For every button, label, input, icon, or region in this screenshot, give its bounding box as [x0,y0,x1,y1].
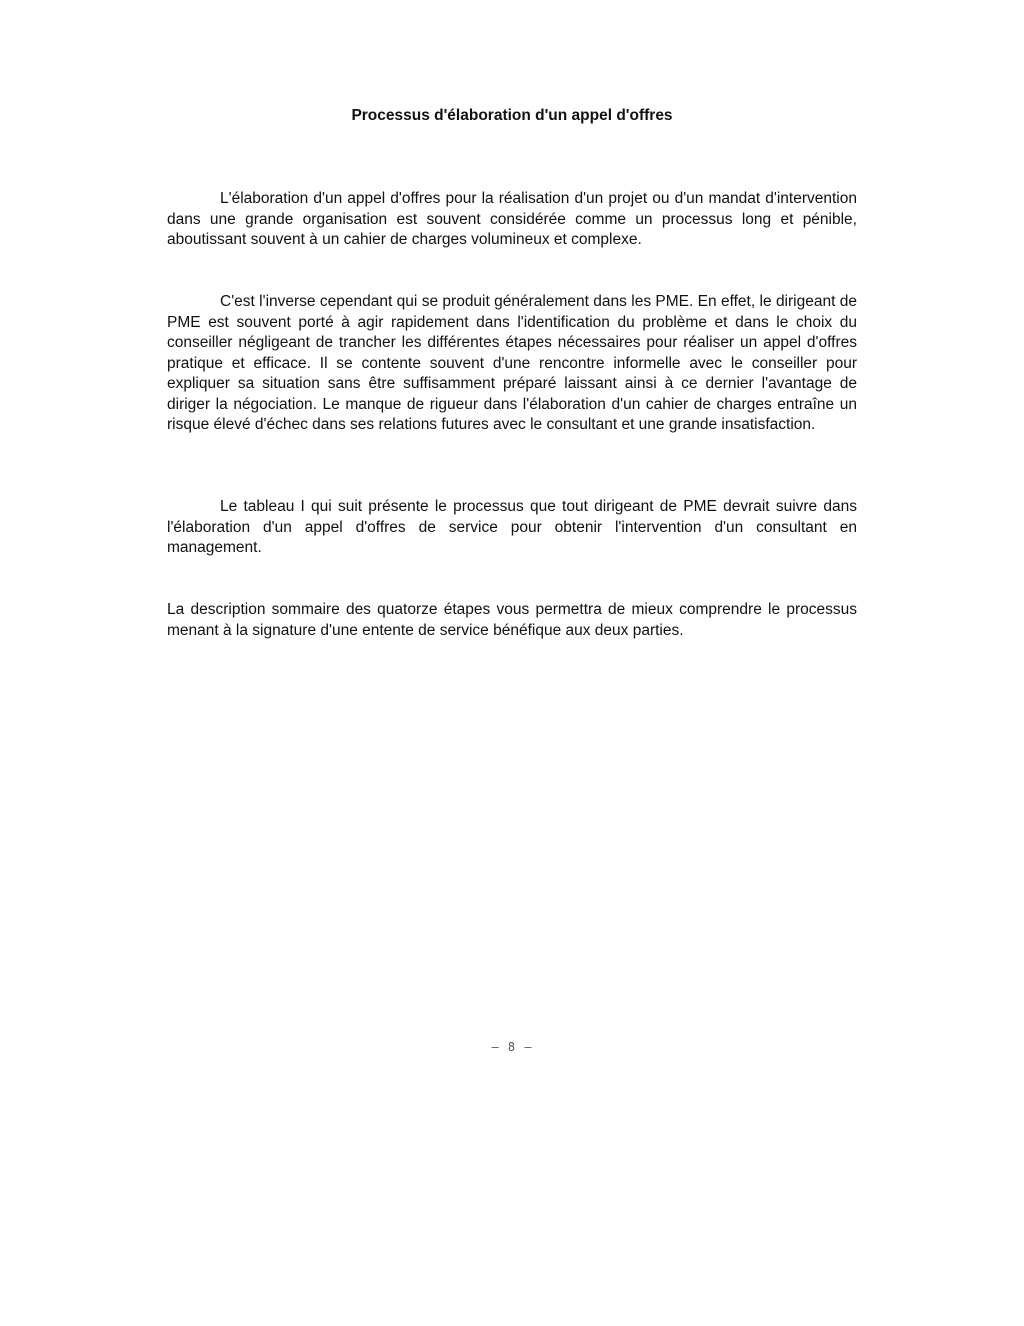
paragraph-tableau: Le tableau I qui suit présente le processus que tout dirigeant de PME devrait suivre dans l'élaboration d'un appel d'offres de service pour obtenir l'intervention d'un consultant en management. [167,498,857,556]
paragraph-pme: C'est l'inverse cependant qui se produit généralement dans les PME. En effet, le dirigeant de PME est souvent porté à agir rapidement dans l'identification du problème et dans le choix du conseiller négligeant de trancher les différentes étapes nécessaires pour réaliser un appel d'offres pratique et efficace. Il se contente souvent d'une rencontre informelle avec le conseiller pour expliquer sa situation sans être suffisamment préparé laissant ainsi à ce dernier l'avantage de diriger la négociation. Le manque de rigueur dans l'élaboration d'un cahier de charges entraîne un risque élevé d'échec dans ses relations futures avec le consultant et une grande insatisfaction. [167,293,857,433]
document-title: Processus d'élaboration d'un appel d'offres [351,107,673,124]
paragraph-description: La description sommaire des quatorze étapes vous permettra de mieux comprendre le processus menant à la signature d'une entente de service bénéfique aux deux parties. [167,601,857,639]
paragraph-intro: L'élaboration d'un appel d'offres pour la réalisation d'un projet ou d'un mandat d'intervention dans une grande organisation est souvent considérée comme un processus long et pénible, aboutissant souvent à un cahier de charges volumineux et complexe. [167,190,857,248]
page-number: – 8 – [491,1040,533,1054]
